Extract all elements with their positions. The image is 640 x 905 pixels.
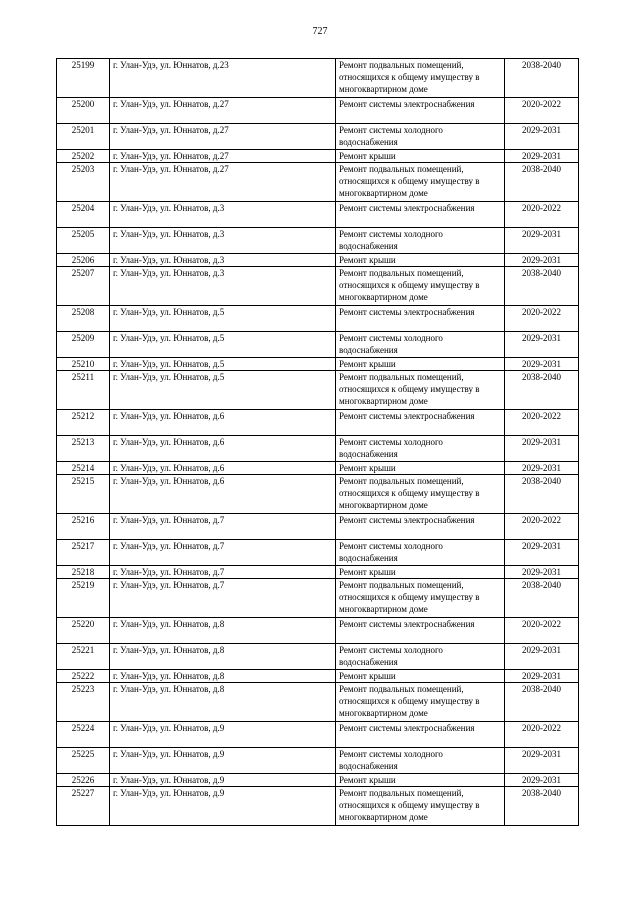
- row-number: 25223: [57, 683, 110, 722]
- table-row: [57, 462, 579, 475]
- row-number: 25221: [57, 644, 110, 670]
- table-row: [57, 683, 579, 722]
- row-number: 25214: [57, 462, 110, 475]
- row-address: г. Улан-Удэ, ул. Юннатов, д.7: [110, 514, 336, 540]
- page-number: 727: [312, 26, 328, 37]
- row-period: 2029-2031: [505, 644, 579, 670]
- row-period: 2020-2022: [505, 618, 579, 644]
- table-row: [57, 566, 579, 579]
- row-period: 2038-2040: [505, 683, 579, 722]
- row-period: 2029-2031: [505, 124, 579, 150]
- row-number: 25226: [57, 774, 110, 787]
- row-work-type: Ремонт крыши: [336, 566, 505, 579]
- row-address: г. Улан-Удэ, ул. Юннатов, д.27: [110, 98, 336, 124]
- row-period: 2029-2031: [505, 228, 579, 254]
- table-body: [57, 59, 579, 826]
- row-work-type: Ремонт системы холодного водоснабжения: [336, 332, 505, 358]
- row-address: г. Улан-Удэ, ул. Юннатов, д.27: [110, 150, 336, 163]
- row-period: 2038-2040: [505, 59, 579, 98]
- row-work-type: Ремонт подвальных помещений, относящихся к общему имуществу в многоквартирном доме: [336, 371, 505, 410]
- table-row: [57, 644, 579, 670]
- row-number: 25200: [57, 98, 110, 124]
- row-work-type: Ремонт крыши: [336, 358, 505, 371]
- row-number: 25199: [57, 59, 110, 98]
- row-address: г. Улан-Удэ, ул. Юннатов, д.5: [110, 306, 336, 332]
- row-period: 2038-2040: [505, 787, 579, 826]
- row-number: 25227: [57, 787, 110, 826]
- row-period: 2029-2031: [505, 332, 579, 358]
- row-period: 2029-2031: [505, 566, 579, 579]
- table-row: [57, 98, 579, 124]
- row-address: г. Улан-Удэ, ул. Юннатов, д.3: [110, 267, 336, 306]
- row-number: 25205: [57, 228, 110, 254]
- row-address: г. Улан-Удэ, ул. Юннатов, д.9: [110, 787, 336, 826]
- row-work-type: Ремонт системы холодного водоснабжения: [336, 228, 505, 254]
- row-address: г. Улан-Удэ, ул. Юннатов, д.7: [110, 566, 336, 579]
- table-row: [57, 124, 579, 150]
- row-address: г. Улан-Удэ, ул. Юннатов, д.3: [110, 254, 336, 267]
- row-work-type: Ремонт подвальных помещений, относящихся к общему имуществу в многоквартирном доме: [336, 267, 505, 306]
- row-period: 2029-2031: [505, 436, 579, 462]
- row-period: 2029-2031: [505, 462, 579, 475]
- row-work-type: Ремонт подвальных помещений, относящихся к общему имуществу в многоквартирном доме: [336, 59, 505, 98]
- row-work-type: Ремонт системы электроснабжения: [336, 410, 505, 436]
- row-number: 25216: [57, 514, 110, 540]
- row-period: 2020-2022: [505, 98, 579, 124]
- row-address: г. Улан-Удэ, ул. Юннатов, д.5: [110, 371, 336, 410]
- row-number: 25209: [57, 332, 110, 358]
- table-row: [57, 475, 579, 514]
- table-row: [57, 371, 579, 410]
- row-work-type: Ремонт подвальных помещений, относящихся к общему имуществу в многоквартирном доме: [336, 475, 505, 514]
- row-period: 2029-2031: [505, 358, 579, 371]
- table-row: [57, 410, 579, 436]
- works-table: [56, 58, 579, 826]
- table-row: [57, 306, 579, 332]
- table-row: [57, 579, 579, 618]
- row-number: 25203: [57, 163, 110, 202]
- row-work-type: Ремонт подвальных помещений, относящихся к общему имуществу в многоквартирном доме: [336, 787, 505, 826]
- row-address: г. Улан-Удэ, ул. Юннатов, д.3: [110, 202, 336, 228]
- row-address: г. Улан-Удэ, ул. Юннатов, д.8: [110, 618, 336, 644]
- table-row: [57, 540, 579, 566]
- table-row: [57, 787, 579, 826]
- table-row: [57, 254, 579, 267]
- row-work-type: Ремонт системы холодного водоснабжения: [336, 644, 505, 670]
- table-row: [57, 670, 579, 683]
- table-row: [57, 59, 579, 98]
- row-address: г. Улан-Удэ, ул. Юннатов, д.23: [110, 59, 336, 98]
- row-work-type: Ремонт системы электроснабжения: [336, 514, 505, 540]
- row-number: 25208: [57, 306, 110, 332]
- row-address: г. Улан-Удэ, ул. Юннатов, д.6: [110, 436, 336, 462]
- row-period: 2038-2040: [505, 371, 579, 410]
- row-address: г. Улан-Удэ, ул. Юннатов, д.9: [110, 748, 336, 774]
- row-address: г. Улан-Удэ, ул. Юннатов, д.27: [110, 163, 336, 202]
- row-number: 25210: [57, 358, 110, 371]
- row-number: 25206: [57, 254, 110, 267]
- row-address: г. Улан-Удэ, ул. Юннатов, д.5: [110, 332, 336, 358]
- row-work-type: Ремонт крыши: [336, 774, 505, 787]
- row-work-type: Ремонт крыши: [336, 254, 505, 267]
- row-address: г. Улан-Удэ, ул. Юннатов, д.6: [110, 410, 336, 436]
- row-address: г. Улан-Удэ, ул. Юннатов, д.3: [110, 228, 336, 254]
- row-address: г. Улан-Удэ, ул. Юннатов, д.8: [110, 670, 336, 683]
- row-address: г. Улан-Удэ, ул. Юннатов, д.7: [110, 579, 336, 618]
- row-number: 25201: [57, 124, 110, 150]
- row-number: 25224: [57, 722, 110, 748]
- row-work-type: Ремонт системы электроснабжения: [336, 722, 505, 748]
- table-row: [57, 228, 579, 254]
- row-number: 25215: [57, 475, 110, 514]
- row-period: 2038-2040: [505, 163, 579, 202]
- row-work-type: Ремонт подвальных помещений, относящихся к общему имуществу в многоквартирном доме: [336, 163, 505, 202]
- row-number: 25220: [57, 618, 110, 644]
- row-work-type: Ремонт подвальных помещений, относящихся к общему имуществу в многоквартирном доме: [336, 683, 505, 722]
- row-work-type: Ремонт системы электроснабжения: [336, 98, 505, 124]
- table-row: [57, 358, 579, 371]
- row-address: г. Улан-Удэ, ул. Юннатов, д.7: [110, 540, 336, 566]
- row-number: 25219: [57, 579, 110, 618]
- row-period: 2029-2031: [505, 748, 579, 774]
- row-work-type: Ремонт системы холодного водоснабжения: [336, 124, 505, 150]
- row-period: 2020-2022: [505, 722, 579, 748]
- row-period: 2020-2022: [505, 306, 579, 332]
- row-number: 25222: [57, 670, 110, 683]
- row-number: 25204: [57, 202, 110, 228]
- table-row: [57, 436, 579, 462]
- row-period: 2020-2022: [505, 410, 579, 436]
- row-work-type: Ремонт крыши: [336, 150, 505, 163]
- row-address: г. Улан-Удэ, ул. Юннатов, д.8: [110, 683, 336, 722]
- row-number: 25207: [57, 267, 110, 306]
- row-address: г. Улан-Удэ, ул. Юннатов, д.5: [110, 358, 336, 371]
- table-row: [57, 774, 579, 787]
- row-period: 2038-2040: [505, 579, 579, 618]
- row-work-type: Ремонт крыши: [336, 670, 505, 683]
- row-period: 2038-2040: [505, 267, 579, 306]
- row-period: 2029-2031: [505, 150, 579, 163]
- row-period: 2020-2022: [505, 514, 579, 540]
- row-period: 2029-2031: [505, 254, 579, 267]
- row-work-type: Ремонт системы электроснабжения: [336, 202, 505, 228]
- table-row: [57, 514, 579, 540]
- table-row: [57, 332, 579, 358]
- row-address: г. Улан-Удэ, ул. Юннатов, д.27: [110, 124, 336, 150]
- row-number: 25213: [57, 436, 110, 462]
- row-number: 25212: [57, 410, 110, 436]
- row-address: г. Улан-Удэ, ул. Юннатов, д.9: [110, 774, 336, 787]
- table-row: [57, 722, 579, 748]
- row-work-type: Ремонт системы холодного водоснабжения: [336, 540, 505, 566]
- table-row: [57, 748, 579, 774]
- row-number: 25202: [57, 150, 110, 163]
- table-row: [57, 150, 579, 163]
- row-period: 2038-2040: [505, 475, 579, 514]
- table-row: [57, 163, 579, 202]
- row-work-type: Ремонт крыши: [336, 462, 505, 475]
- row-number: 25211: [57, 371, 110, 410]
- row-period: 2029-2031: [505, 670, 579, 683]
- row-period: 2029-2031: [505, 540, 579, 566]
- row-address: г. Улан-Удэ, ул. Юннатов, д.9: [110, 722, 336, 748]
- table-row: [57, 267, 579, 306]
- row-address: г. Улан-Удэ, ул. Юннатов, д.6: [110, 462, 336, 475]
- table-row: [57, 202, 579, 228]
- row-number: 25217: [57, 540, 110, 566]
- row-work-type: Ремонт системы электроснабжения: [336, 306, 505, 332]
- row-address: г. Улан-Удэ, ул. Юннатов, д.6: [110, 475, 336, 514]
- table-row: [57, 618, 579, 644]
- row-work-type: Ремонт системы холодного водоснабжения: [336, 436, 505, 462]
- row-address: г. Улан-Удэ, ул. Юннатов, д.8: [110, 644, 336, 670]
- row-number: 25225: [57, 748, 110, 774]
- row-work-type: Ремонт подвальных помещений, относящихся к общему имуществу в многоквартирном доме: [336, 579, 505, 618]
- row-period: 2029-2031: [505, 774, 579, 787]
- row-work-type: Ремонт системы электроснабжения: [336, 618, 505, 644]
- row-number: 25218: [57, 566, 110, 579]
- row-period: 2020-2022: [505, 202, 579, 228]
- row-work-type: Ремонт системы холодного водоснабжения: [336, 748, 505, 774]
